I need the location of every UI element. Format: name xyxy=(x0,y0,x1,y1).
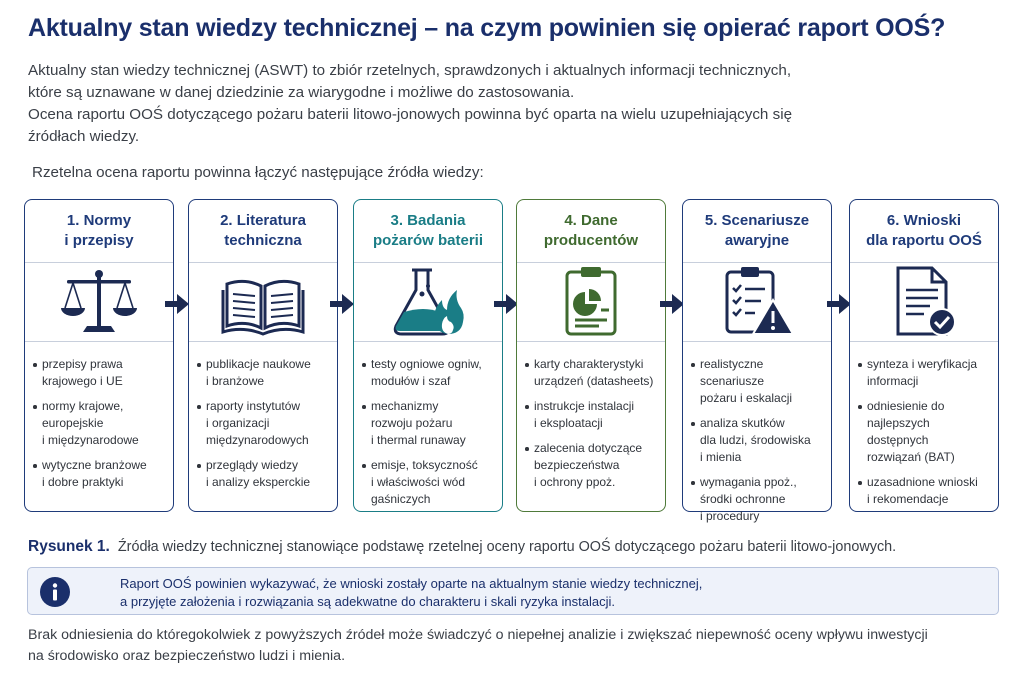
card-title xyxy=(517,200,665,262)
intro-line: które są uznawane w danej dziedzinie za wiarygodne i możliwe do zastosowania. xyxy=(28,84,575,101)
footer-line: na środowisko oraz bezpieczeństwo ludzi i mienia. xyxy=(28,648,346,664)
card-title-line: awaryjne xyxy=(724,232,790,249)
card-title-line: 4. Dane xyxy=(564,212,618,229)
caption-text: Źródła wiedzy technicznej stanowiące podstawę rzetelnej oceny raportu OOŚ dotyczącego pożaru baterii litowo-jonowych. xyxy=(117,539,897,555)
card-fire-tests xyxy=(353,199,503,512)
clipboard-chart-icon xyxy=(517,262,665,342)
arrow-right-icon xyxy=(494,294,518,314)
lead-text: Rzetelna ocena raportu powinna łączyć następujące źródła wiedzy: xyxy=(32,164,484,181)
list-item: raporty instytutów i organizacji międzynarodowych xyxy=(197,398,329,449)
intro-line: Ocena raportu OOŚ dotyczącego pożaru baterii litowo-jonowych powinna być oparta na wielu uzupełniających się xyxy=(28,106,793,123)
list-item: normy krajowe, europejskie i międzynarodowe xyxy=(33,398,165,449)
card-conclusions xyxy=(849,199,999,512)
card-title-line: 2. Literatura xyxy=(220,212,306,229)
footer-note xyxy=(28,625,988,667)
list-item: publikacje naukowe i branżowe xyxy=(197,356,329,390)
card-manufacturer-data xyxy=(516,199,666,512)
card-title-line: 1. Normy xyxy=(66,212,132,229)
arrow-right-icon xyxy=(827,294,851,314)
card-title-line: 6. Wnioski xyxy=(886,212,962,229)
info-line: Raport OOŚ powinien wykazywać, że wnioski zostały oparte na aktualnym stanie wiedzy technicznej, xyxy=(120,576,703,591)
card-title-line: dla raportu OOŚ xyxy=(866,232,982,249)
intro-line: źródłach wiedzy. xyxy=(28,128,140,145)
scales-icon xyxy=(25,262,173,342)
footer-line: Brak odniesienia do któregokolwiek z powyższych źródeł może świadczyć o niepełnej analizie i zwiększać niepewność oceny wpływu inwestycji xyxy=(28,627,928,643)
open-book-icon xyxy=(189,262,337,342)
card-title-line: 3. Badania xyxy=(390,212,466,229)
list-item: karty charakterystyki urządzeń (datasheets) xyxy=(525,356,657,390)
list-item: analiza skutków dla ludzi, środowiska i mienia xyxy=(691,415,823,466)
card-title-line: i przepisy xyxy=(64,232,134,249)
card-title xyxy=(850,200,998,262)
card-title-line: techniczna xyxy=(224,232,302,249)
card-norms xyxy=(24,199,174,512)
card-scenarios xyxy=(682,199,832,523)
list-item: przepisy prawa krajowego i UE xyxy=(33,356,165,390)
caption-label: Rysunek 1. xyxy=(28,538,110,555)
intro-line: Aktualny stan wiedzy technicznej (ASWT) to zbiór rzetelnych, sprawdzonych i aktualnych informacji technicznych, xyxy=(28,62,792,79)
list-item: testy ogniowe ogniw, modułów i szaf xyxy=(362,356,494,390)
info-box xyxy=(27,567,999,615)
list-item: instrukcje instalacji i eksploatacji xyxy=(525,398,657,432)
arrow-right-icon xyxy=(330,294,354,314)
list-item: wytyczne branżowe i dobre praktyki xyxy=(33,457,165,491)
info-icon xyxy=(40,577,70,607)
card-title xyxy=(189,200,337,262)
card-title xyxy=(683,200,831,262)
page-title: Aktualny stan wiedzy technicznej – na czym powinien się opierać raport OOŚ? xyxy=(28,14,946,42)
list-item: przeglądy wiedzy i analizy eksperckie xyxy=(197,457,329,491)
list-item: wymagania ppoż., środki ochronne i procedury xyxy=(691,474,823,525)
card-title xyxy=(354,200,502,262)
card-title-line: producentów xyxy=(543,232,639,249)
card-title-line: 5. Scenariusze xyxy=(704,212,810,229)
flask-flame-icon xyxy=(354,262,502,342)
arrow-right-icon xyxy=(165,294,189,314)
list-item: zalecenia dotyczące bezpieczeństwa i ochrony ppoż. xyxy=(525,440,657,491)
info-line: a przyjęte założenia i rozwiązania są adekwatne do charakteru i skali ryzyka instalacji. xyxy=(120,594,615,609)
checklist-warning-icon xyxy=(683,262,831,342)
arrow-right-icon xyxy=(660,294,684,314)
list-item: mechanizmy rozwoju pożaru i thermal runaway xyxy=(362,398,494,449)
list-item: emisje, toksyczność i właściwości wód gaśniczych xyxy=(362,457,494,508)
intro-text xyxy=(28,60,988,148)
list-item: realistyczne scenariusze pożaru i eskalacji xyxy=(691,356,823,407)
document-check-icon xyxy=(850,262,998,342)
figure-caption xyxy=(28,538,896,556)
card-title xyxy=(25,200,173,262)
list-item: odniesienie do najlepszych dostępnych rozwiązań (BAT) xyxy=(858,398,990,466)
list-item: synteza i weryfikacja informacji xyxy=(858,356,990,390)
card-literature xyxy=(188,199,338,512)
card-title-line: pożarów baterii xyxy=(372,232,484,249)
list-item: uzasadnione wnioski i rekomendacje xyxy=(858,474,990,508)
